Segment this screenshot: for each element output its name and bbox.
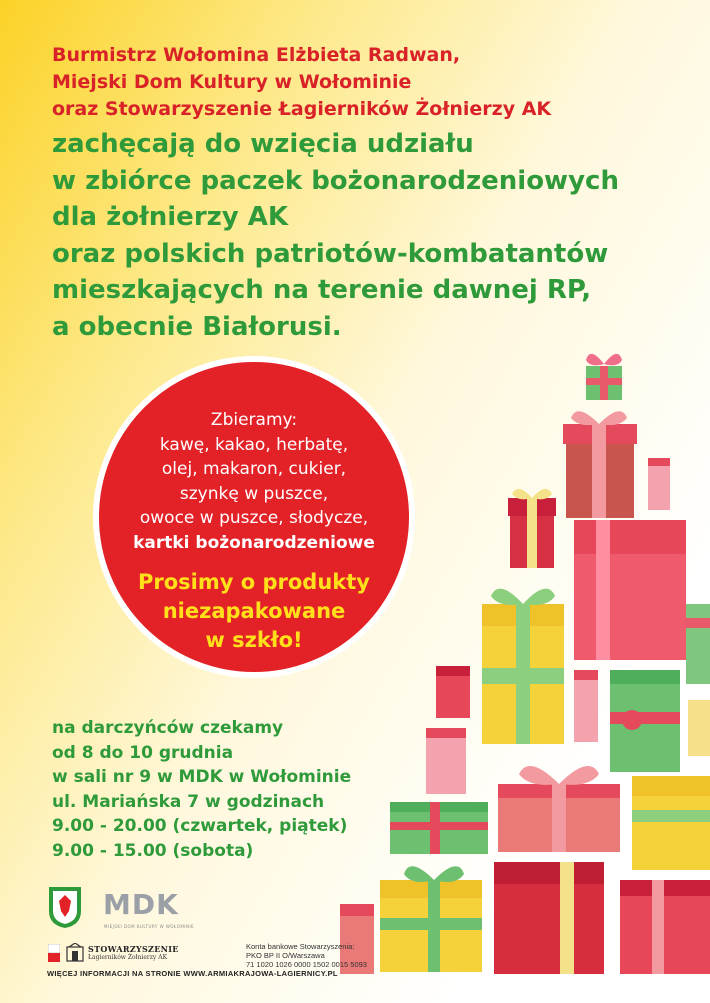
bank-line: 71 1020 1026 0000 1502 0015 5093 xyxy=(246,960,367,969)
organizers-block xyxy=(52,42,692,123)
jar-icon xyxy=(426,728,466,738)
collection-item: owoce w puszce, słodycze, xyxy=(139,508,369,528)
gift-icon xyxy=(563,411,637,518)
appeal-heading xyxy=(52,126,692,345)
jar-icon xyxy=(574,680,598,742)
jar-icon xyxy=(648,466,670,510)
appeal-line: a obecnie Białorusi. xyxy=(52,311,342,342)
collection-item: olej, makaron, cukier, xyxy=(161,459,347,479)
schedule-line: w sali nr 9 w MDK w Wołominie xyxy=(52,767,352,787)
schedule-block xyxy=(52,716,432,863)
organizer-line: Miejski Dom Kultury w Wołominie xyxy=(52,71,412,93)
association-emblem-icon xyxy=(66,943,84,963)
gift-icon xyxy=(632,776,710,870)
gift-icon xyxy=(380,866,482,972)
organizer-line: Burmistrz Wołomina Elżbieta Radwan, xyxy=(52,44,461,66)
schedule-line: na darczyńców czekamy xyxy=(52,718,284,738)
gift-icon xyxy=(508,489,556,568)
gift-icon xyxy=(498,766,620,852)
jar-icon xyxy=(426,738,466,794)
jar-icon xyxy=(688,700,710,756)
gift-icon xyxy=(574,520,686,660)
collection-circle xyxy=(93,356,415,678)
more-info-link[interactable]: WIĘCEJ INFORMACJI NA STRONIE WWW.ARMIAKRAJOWA-LAGIERNICY.PL xyxy=(47,969,338,978)
schedule-line: ul. Mariańska 7 w godzinach xyxy=(52,791,325,812)
collection-item: kawę, kakao, herbatę, xyxy=(159,434,349,455)
appeal-line: dla żołnierzy AK xyxy=(52,202,289,232)
gift-icon xyxy=(610,670,680,772)
organizer-line: oraz Stowarzyszenie Łagierników Żołnierzy AK xyxy=(52,98,552,120)
collection-list xyxy=(99,408,409,555)
collection-highlight: kartki bożonarodzeniowe xyxy=(133,532,375,553)
request-note xyxy=(99,568,409,655)
flag-icon xyxy=(48,944,60,962)
schedule-line: od 8 do 10 grudnia xyxy=(52,742,234,763)
coat-of-arms-icon xyxy=(47,885,83,929)
mdk-logo: MDK xyxy=(103,888,179,921)
jar-icon xyxy=(686,618,710,628)
schedule-line: 9.00 - 20.00 (czwartek, piątek) xyxy=(52,816,348,836)
bank-line: Konta bankowe Stowarzyszenia: xyxy=(246,942,355,951)
gift-icon xyxy=(620,880,710,974)
schedule-line: 9.00 - 15.00 (sobota) xyxy=(52,840,254,861)
jar-icon xyxy=(436,666,470,676)
collection-item: szynkę w puszce, xyxy=(179,483,329,504)
appeal-line: oraz polskich patriotów-kombatantów xyxy=(52,238,609,269)
jar-icon xyxy=(648,458,670,466)
request-line: Prosimy o produkty xyxy=(138,570,370,594)
request-line: niezapakowane xyxy=(162,599,346,623)
appeal-line: w zbiórce paczek bożonarodzeniowych xyxy=(52,165,619,196)
association-subtitle: Łagierników Żołnierzy AK xyxy=(88,954,168,961)
collection-intro: Zbieramy: xyxy=(210,410,298,430)
association-name xyxy=(88,945,179,962)
jar-icon xyxy=(574,670,598,680)
jar-icon xyxy=(686,604,710,684)
jar-icon xyxy=(340,904,374,916)
bank-account-info xyxy=(246,942,367,969)
request-line: w szkło! xyxy=(205,628,303,652)
appeal-line: zachęcają do wzięcia udziału xyxy=(52,129,474,159)
bank-line: PKO BP II O/Warszawa xyxy=(246,951,325,960)
association-title: STOWARZYSZENIE xyxy=(88,944,179,954)
gift-icon xyxy=(494,862,604,974)
gift-icon xyxy=(586,354,622,400)
appeal-line: mieszkających na terenie dawnej RP, xyxy=(52,275,592,305)
gift-icon xyxy=(482,589,564,744)
mdk-subtitle: MIEJSKI DOM KULTURY W WOŁOMINIE xyxy=(104,924,195,929)
